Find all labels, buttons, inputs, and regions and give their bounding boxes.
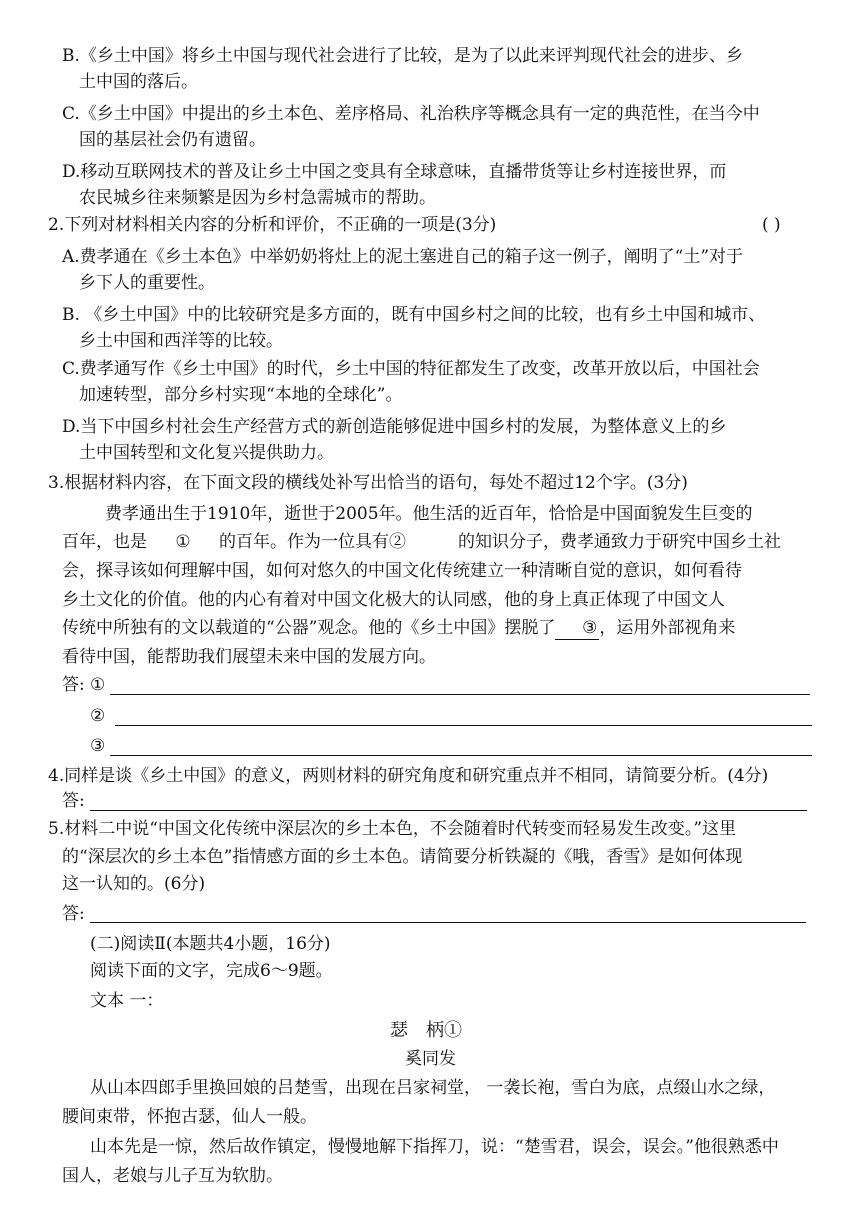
q3-answer-mark-1: ①: [90, 675, 106, 695]
q3-text: 传统中所独有的文以载道的“公器”观念。他的《乡土中国》摆脱了: [62, 618, 556, 638]
q2-option-c-line1: C.费孝通写作《乡土中国》的时代，乡土中国的特征都发生了改变，改革开放以后，中国社会: [62, 359, 760, 379]
q3-text: 百年，也是: [62, 532, 147, 552]
q3-passage-line3: 会，探寻该如何理解中国，如何对悠久的中国文化传统建立一种清晰自觉的意识，如何看待: [62, 561, 742, 581]
q3-text: 的知识分子，费孝通致力于研究中国乡土社: [458, 532, 781, 552]
q3-passage-line6: 看待中国，能帮助我们展望未来中国的发展方向。: [62, 647, 436, 667]
q3-blank-3: ③: [555, 617, 599, 640]
q3-passage-line4: 乡土文化的价值。他的内心有着对中国文化极大的认同感，他的身上真正体现了中国文人: [62, 590, 725, 610]
q5-stem-line3: 这一认知的。(6分): [62, 874, 206, 894]
q2-answer-bracket: ( ): [762, 215, 781, 235]
q2-option-a-line2: 乡下人的重要性。: [79, 273, 215, 293]
q3-passage-line2: [62, 531, 781, 553]
q3-answer-line-2[interactable]: [115, 725, 812, 726]
story-para1-line2: 腰间束带，怀抱古瑟，仙人一般。: [62, 1107, 317, 1127]
q3-text: 的百年。作为一位具有②: [219, 532, 406, 552]
story-para2-line2: 国人，老娘与儿子互为软肋。: [62, 1166, 283, 1186]
q4-answer-label: 答:: [62, 791, 85, 811]
story-author: 奚同发: [405, 1049, 456, 1069]
q3-answer-label: 答:: [62, 675, 85, 695]
q2-stem: 2.下列对材料相关内容的分析和评价，不正确的一项是(3分): [48, 215, 497, 235]
q1-option-b-line1: B.《乡土中国》将乡土中国与现代社会进行了比较，是为了以此来评判现代社会的进步、乡: [62, 46, 743, 66]
q1-option-b-line2: 土中国的落后。: [79, 72, 198, 92]
story-title: 瑟 柄①: [390, 1020, 462, 1041]
q5-answer-label: 答:: [62, 904, 85, 924]
q5-stem-line1: 5.材料二中说“中国文化传统中深层次的乡土本色，不会随着时代转变而轻易发生改变。”这里: [48, 819, 737, 839]
q3-passage-line5: [62, 617, 735, 640]
q2-option-d-line2: 土中国转型和文化复兴提供助力。: [79, 443, 334, 463]
q2-option-c-line2: 加速转型，部分乡村实现“本地的全球化”。: [79, 385, 403, 405]
q3-answer-mark-3: ③: [90, 736, 106, 756]
q3-text: ，运用外部视角来: [599, 618, 736, 638]
q2-option-b-line1: B. 《乡土中国》中的比较研究是多方面的，既有中国乡村之间的比较，也有乡土中国和城市、: [62, 305, 766, 325]
q1-option-d-line2: 农民城乡往来频繁是因为乡村急需城市的帮助。: [79, 188, 436, 208]
q3-passage-line1: 费孝通出生于1910年，逝世于2005年。他生活的近百年，恰恰是中国面貌发生巨变的: [105, 504, 753, 524]
q3-blank-1: ①: [175, 532, 191, 552]
q3-answer-line-3[interactable]: [110, 755, 812, 756]
section2-heading: (二)阅读Ⅱ(本题共4小题，16分): [90, 934, 331, 954]
text-one-label: 文本 一：: [90, 991, 164, 1011]
story-para1-line1: 从山本四郎手里换回娘的吕楚雪，出现在吕家祠堂， 一袭长袍，雪白为底，点缀山水之绿，: [90, 1078, 776, 1098]
q5-stem-line2: 的“深层次的乡土本色”指情感方面的乡土本色。请简要分析铁凝的《哦，香雪》是如何体现: [62, 847, 743, 867]
q3-answer-line-1[interactable]: [110, 694, 810, 695]
q3-stem: 3.根据材料内容，在下面文段的横线处补写出恰当的语句，每处不超过12个字。(3分): [48, 473, 688, 493]
q5-answer-line[interactable]: [90, 922, 806, 923]
q3-answer-mark-2: ②: [90, 706, 106, 726]
q1-option-d-line1: D.移动互联网技术的普及让乡土中国之变具有全球意味，直播带货等让乡村连接世界，而: [62, 162, 727, 182]
story-para2-line1: 山本先是一惊，然后故作镇定，慢慢地解下指挥刀，说：“楚雪君，误会，误会。”他很熟悉中: [90, 1137, 779, 1157]
q4-answer-line[interactable]: [90, 810, 807, 811]
q4-stem: 4.同样是谈《乡土中国》的意义，两则材料的研究角度和研究重点并不相同，请简要分析。(4分): [48, 766, 769, 786]
q2-option-a-line1: A.费孝通在《乡土本色》中举奶奶将灶上的泥土塞进自己的箱子这一例子，阐明了“土”对于: [62, 247, 744, 267]
section2-instruction: 阅读下面的文字，完成6～9题。: [90, 961, 333, 981]
q2-option-d-line1: D.当下中国乡村社会生产经营方式的新创造能够促进中国乡村的发展，为整体意义上的乡: [62, 417, 727, 437]
q2-option-b-line2: 乡土中国和西洋等的比较。: [79, 331, 283, 351]
q1-option-c-line1: C.《乡土中国》中提出的乡土本色、差序格局、礼治秩序等概念具有一定的典范性，在当今中: [62, 104, 760, 124]
q1-option-c-line2: 国的基层社会仍有遗留。: [79, 130, 266, 150]
